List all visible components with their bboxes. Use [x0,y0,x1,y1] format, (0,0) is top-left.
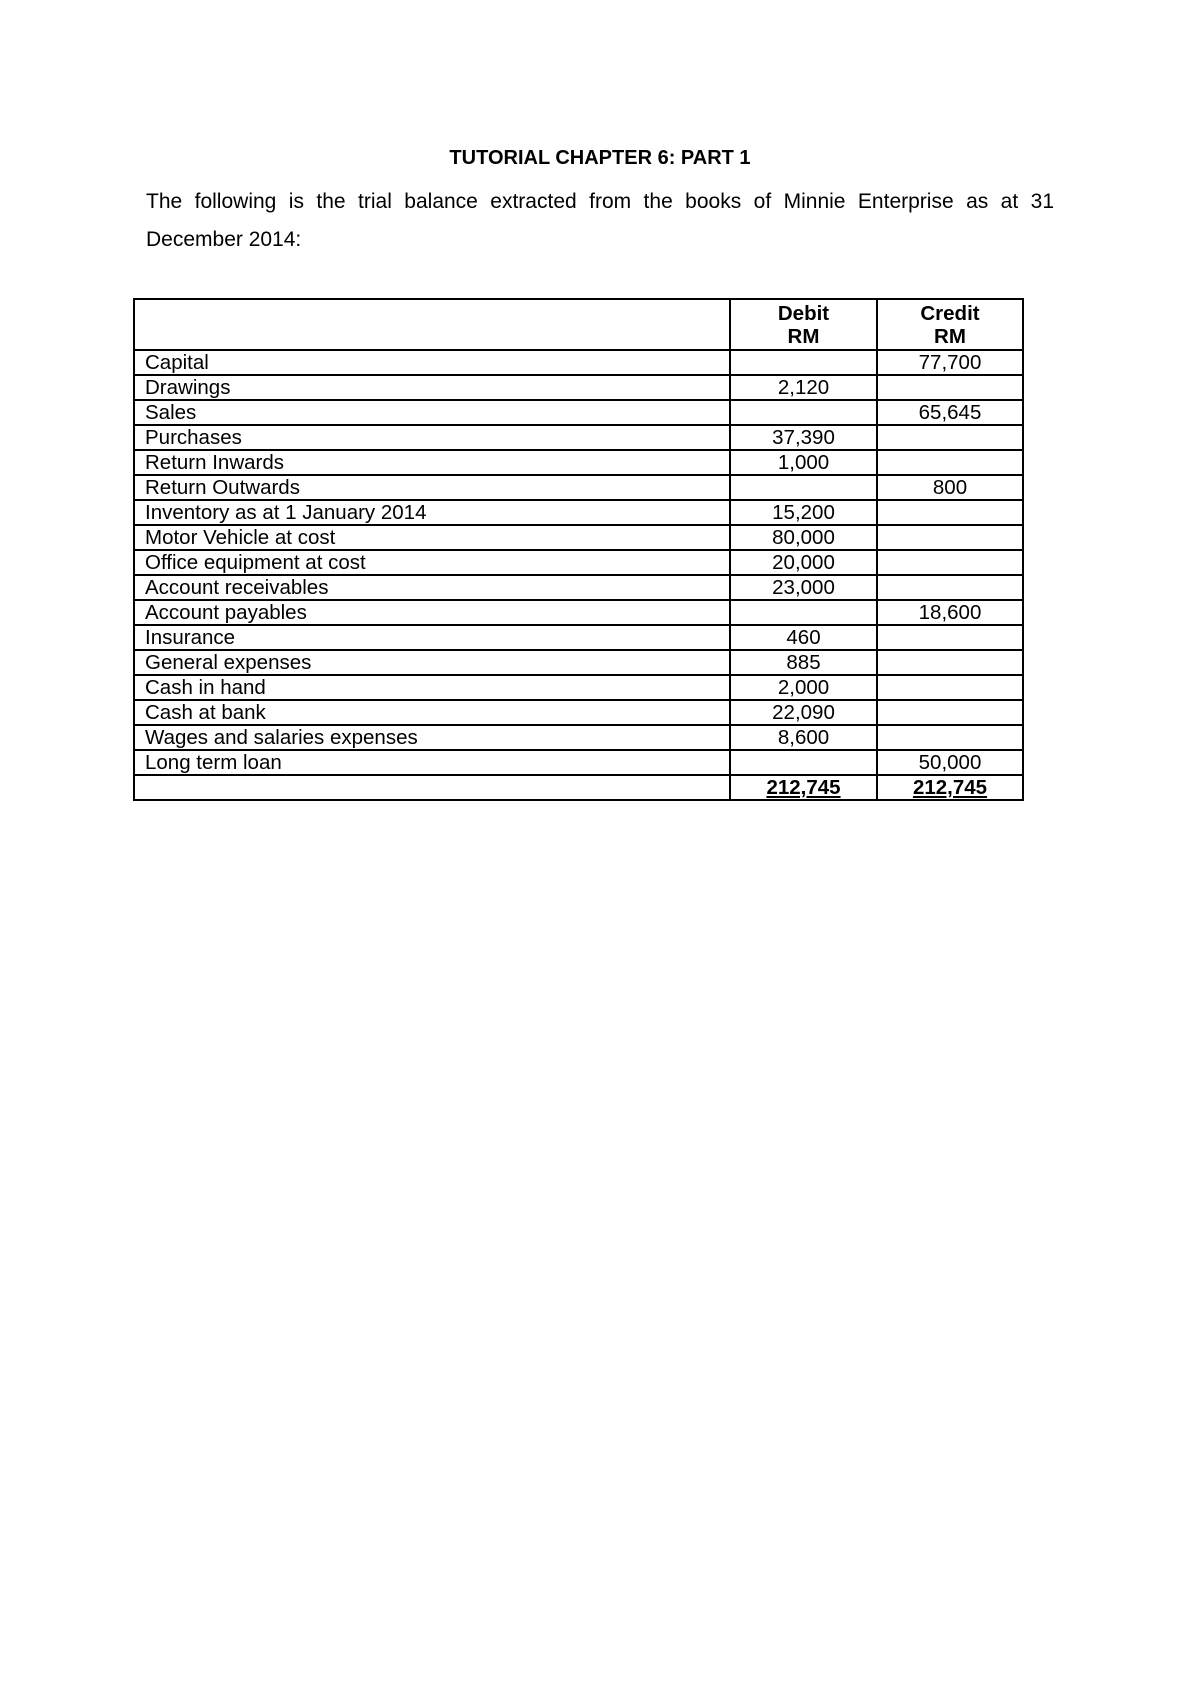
table-row [134,725,1023,750]
table-row [134,750,1023,775]
table-header-row [134,299,1023,350]
table-row [134,675,1023,700]
debit-amount [730,600,877,625]
account-label: General expenses [134,650,730,675]
account-label: Inventory as at 1 January 2014 [134,500,730,525]
debit-amount: 37,390 [730,425,877,450]
account-label: Drawings [134,375,730,400]
debit-amount [730,750,877,775]
account-label: Capital [134,350,730,375]
credit-amount [877,425,1023,450]
credit-amount: 65,645 [877,400,1023,425]
account-label: Account payables [134,600,730,625]
table-row [134,400,1023,425]
account-label: Return Inwards [134,450,730,475]
account-label: Cash in hand [134,675,730,700]
header-debit-cell [730,299,877,350]
account-label: Return Outwards [134,475,730,500]
debit-amount: 22,090 [730,700,877,725]
table-row [134,525,1023,550]
credit-amount [877,375,1023,400]
table-row [134,575,1023,600]
page-title: TUTORIAL CHAPTER 6: PART 1 [449,147,751,169]
trial-balance-table [133,298,1024,801]
credit-amount [877,550,1023,575]
debit-amount: 20,000 [730,550,877,575]
credit-amount [877,450,1023,475]
debit-amount: 2,000 [730,675,877,700]
account-label: Wages and salaries expenses [134,725,730,750]
credit-amount [877,525,1023,550]
table-row [134,650,1023,675]
credit-amount [877,625,1023,650]
credit-amount: 800 [877,475,1023,500]
table-row [134,425,1023,450]
table-row [134,375,1023,400]
credit-amount [877,725,1023,750]
debit-amount: 8,600 [730,725,877,750]
credit-amount [877,650,1023,675]
header-credit-label: Credit [920,301,980,325]
debit-amount: 2,120 [730,375,877,400]
credit-amount [877,675,1023,700]
table-row [134,500,1023,525]
credit-amount: 77,700 [877,350,1023,375]
debit-amount [730,475,877,500]
table-row [134,700,1023,725]
debit-amount: 460 [730,625,877,650]
credit-amount [877,500,1023,525]
table-row [134,600,1023,625]
debit-amount: 1,000 [730,450,877,475]
intro-paragraph: The following is the trial balance extracted from the books of Minnie Enterprise as at 31 December 2014: [146,190,1054,251]
header-label-cell [134,299,730,350]
total-label [134,775,730,800]
header-credit-cell [877,299,1023,350]
account-label: Account receivables [134,575,730,600]
account-label: Insurance [134,625,730,650]
account-label: Office equipment at cost [134,550,730,575]
debit-amount: 15,200 [730,500,877,525]
header-credit-unit: RM [934,324,966,348]
credit-amount: 18,600 [877,600,1023,625]
account-label: Long term loan [134,750,730,775]
table-row [134,450,1023,475]
account-label: Cash at bank [134,700,730,725]
debit-amount [730,400,877,425]
table-row [134,475,1023,500]
account-label: Sales [134,400,730,425]
credit-amount [877,700,1023,725]
table-row [134,550,1023,575]
total-debit: 212,745 [730,775,877,800]
table-body [134,350,1023,800]
account-label: Motor Vehicle at cost [134,525,730,550]
table-row [134,350,1023,375]
header-debit-unit: RM [787,324,820,348]
debit-amount: 80,000 [730,525,877,550]
header-debit-label: Debit [777,301,830,325]
debit-amount: 23,000 [730,575,877,600]
credit-amount: 50,000 [877,750,1023,775]
credit-amount [877,575,1023,600]
debit-amount: 885 [730,650,877,675]
total-row [134,775,1023,800]
table-row [134,625,1023,650]
total-credit: 212,745 [877,775,1023,800]
debit-amount [730,350,877,375]
account-label: Purchases [134,425,730,450]
